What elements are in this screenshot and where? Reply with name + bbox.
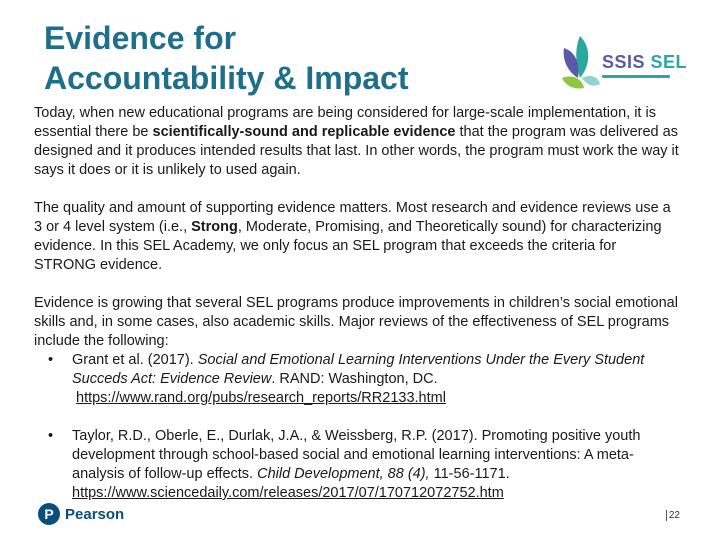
page-number: 22 bbox=[666, 510, 680, 521]
paragraph-reviews: Evidence is growing that several SEL programs produce improvements in children’s social emotional skills and, in some cases, also academic skills. Major reviews of the effectiveness of SEL programs include the following: bbox=[34, 295, 678, 349]
ssis-sel-logo bbox=[560, 34, 688, 92]
title-line-2: Accountability & Impact bbox=[44, 60, 409, 96]
logo-wordmark bbox=[602, 52, 687, 73]
bullet-icon: • bbox=[48, 352, 54, 368]
leaf-brand-icon bbox=[560, 34, 600, 92]
ref2-link[interactable]: https://www.sciencedaily.com/releases/2017/07/170712072752.htm bbox=[72, 485, 504, 501]
para1-bold: scientifically-sound and replicable evidence bbox=[152, 124, 456, 140]
reference-item-taylor bbox=[34, 427, 682, 503]
logo-sel-text: SEL bbox=[650, 52, 688, 72]
ref2-pages: 11-56-1171. bbox=[429, 466, 510, 482]
bullet-icon: • bbox=[48, 428, 54, 444]
para1-text-a: Today, when new educational programs are being considered for large-scale implementation, it is essential there be bbox=[34, 105, 656, 140]
pearson-mark-icon: P bbox=[38, 503, 60, 525]
logo-tagline-bar bbox=[602, 75, 670, 78]
ref1-publisher: . RAND: Washington, DC. bbox=[271, 371, 438, 387]
ref2-authors: Taylor, R.D., Oberle, E., Durlak, J.A., & Weissberg, R.P. (2017). Promoting positive youth development through school-based social and emotional learning interventions: A meta-analysis of follow-up effects. bbox=[72, 428, 641, 482]
logo-ssis-text: SSIS bbox=[602, 52, 646, 72]
para2-text-b: , Moderate, Promising, and Theoretically sound) for characterizing evidence. In this SEL Academy, we only focus an SEL program that exceeds the criteria for STRONG evidence. bbox=[34, 219, 662, 273]
pearson-logo bbox=[38, 502, 124, 526]
ref1-title: Social and Emotional Learning Interventions Under the Every Student Succeds Act: Evidence Review bbox=[72, 352, 645, 387]
pearson-wordmark: Pearson bbox=[65, 505, 125, 523]
para2-bold: Strong bbox=[191, 219, 238, 235]
ref1-authors: Grant et al. (2017). bbox=[72, 352, 198, 368]
para1-text-b: that the program was delivered as designed and it produces intended results that last. In other words, the program must work the way it says it does or it is unlikely to used again. bbox=[34, 124, 679, 178]
reference-list bbox=[34, 351, 682, 503]
paragraph-intro bbox=[34, 104, 682, 180]
slide-body bbox=[34, 104, 682, 522]
paragraph-evidence-levels bbox=[34, 199, 682, 275]
ref2-journal: Child Development, 88 (4), bbox=[257, 466, 430, 482]
page-title bbox=[44, 18, 524, 98]
ref1-link[interactable]: https://www.rand.org/pubs/research_reports/RR2133.html bbox=[76, 390, 446, 406]
para2-text-a: The quality and amount of supporting evidence matters. Most research and evidence reviews use a 3 or 4 level system (i.e., bbox=[34, 200, 671, 235]
reference-item-rand bbox=[34, 351, 682, 408]
title-line-1: Evidence for bbox=[44, 20, 237, 56]
